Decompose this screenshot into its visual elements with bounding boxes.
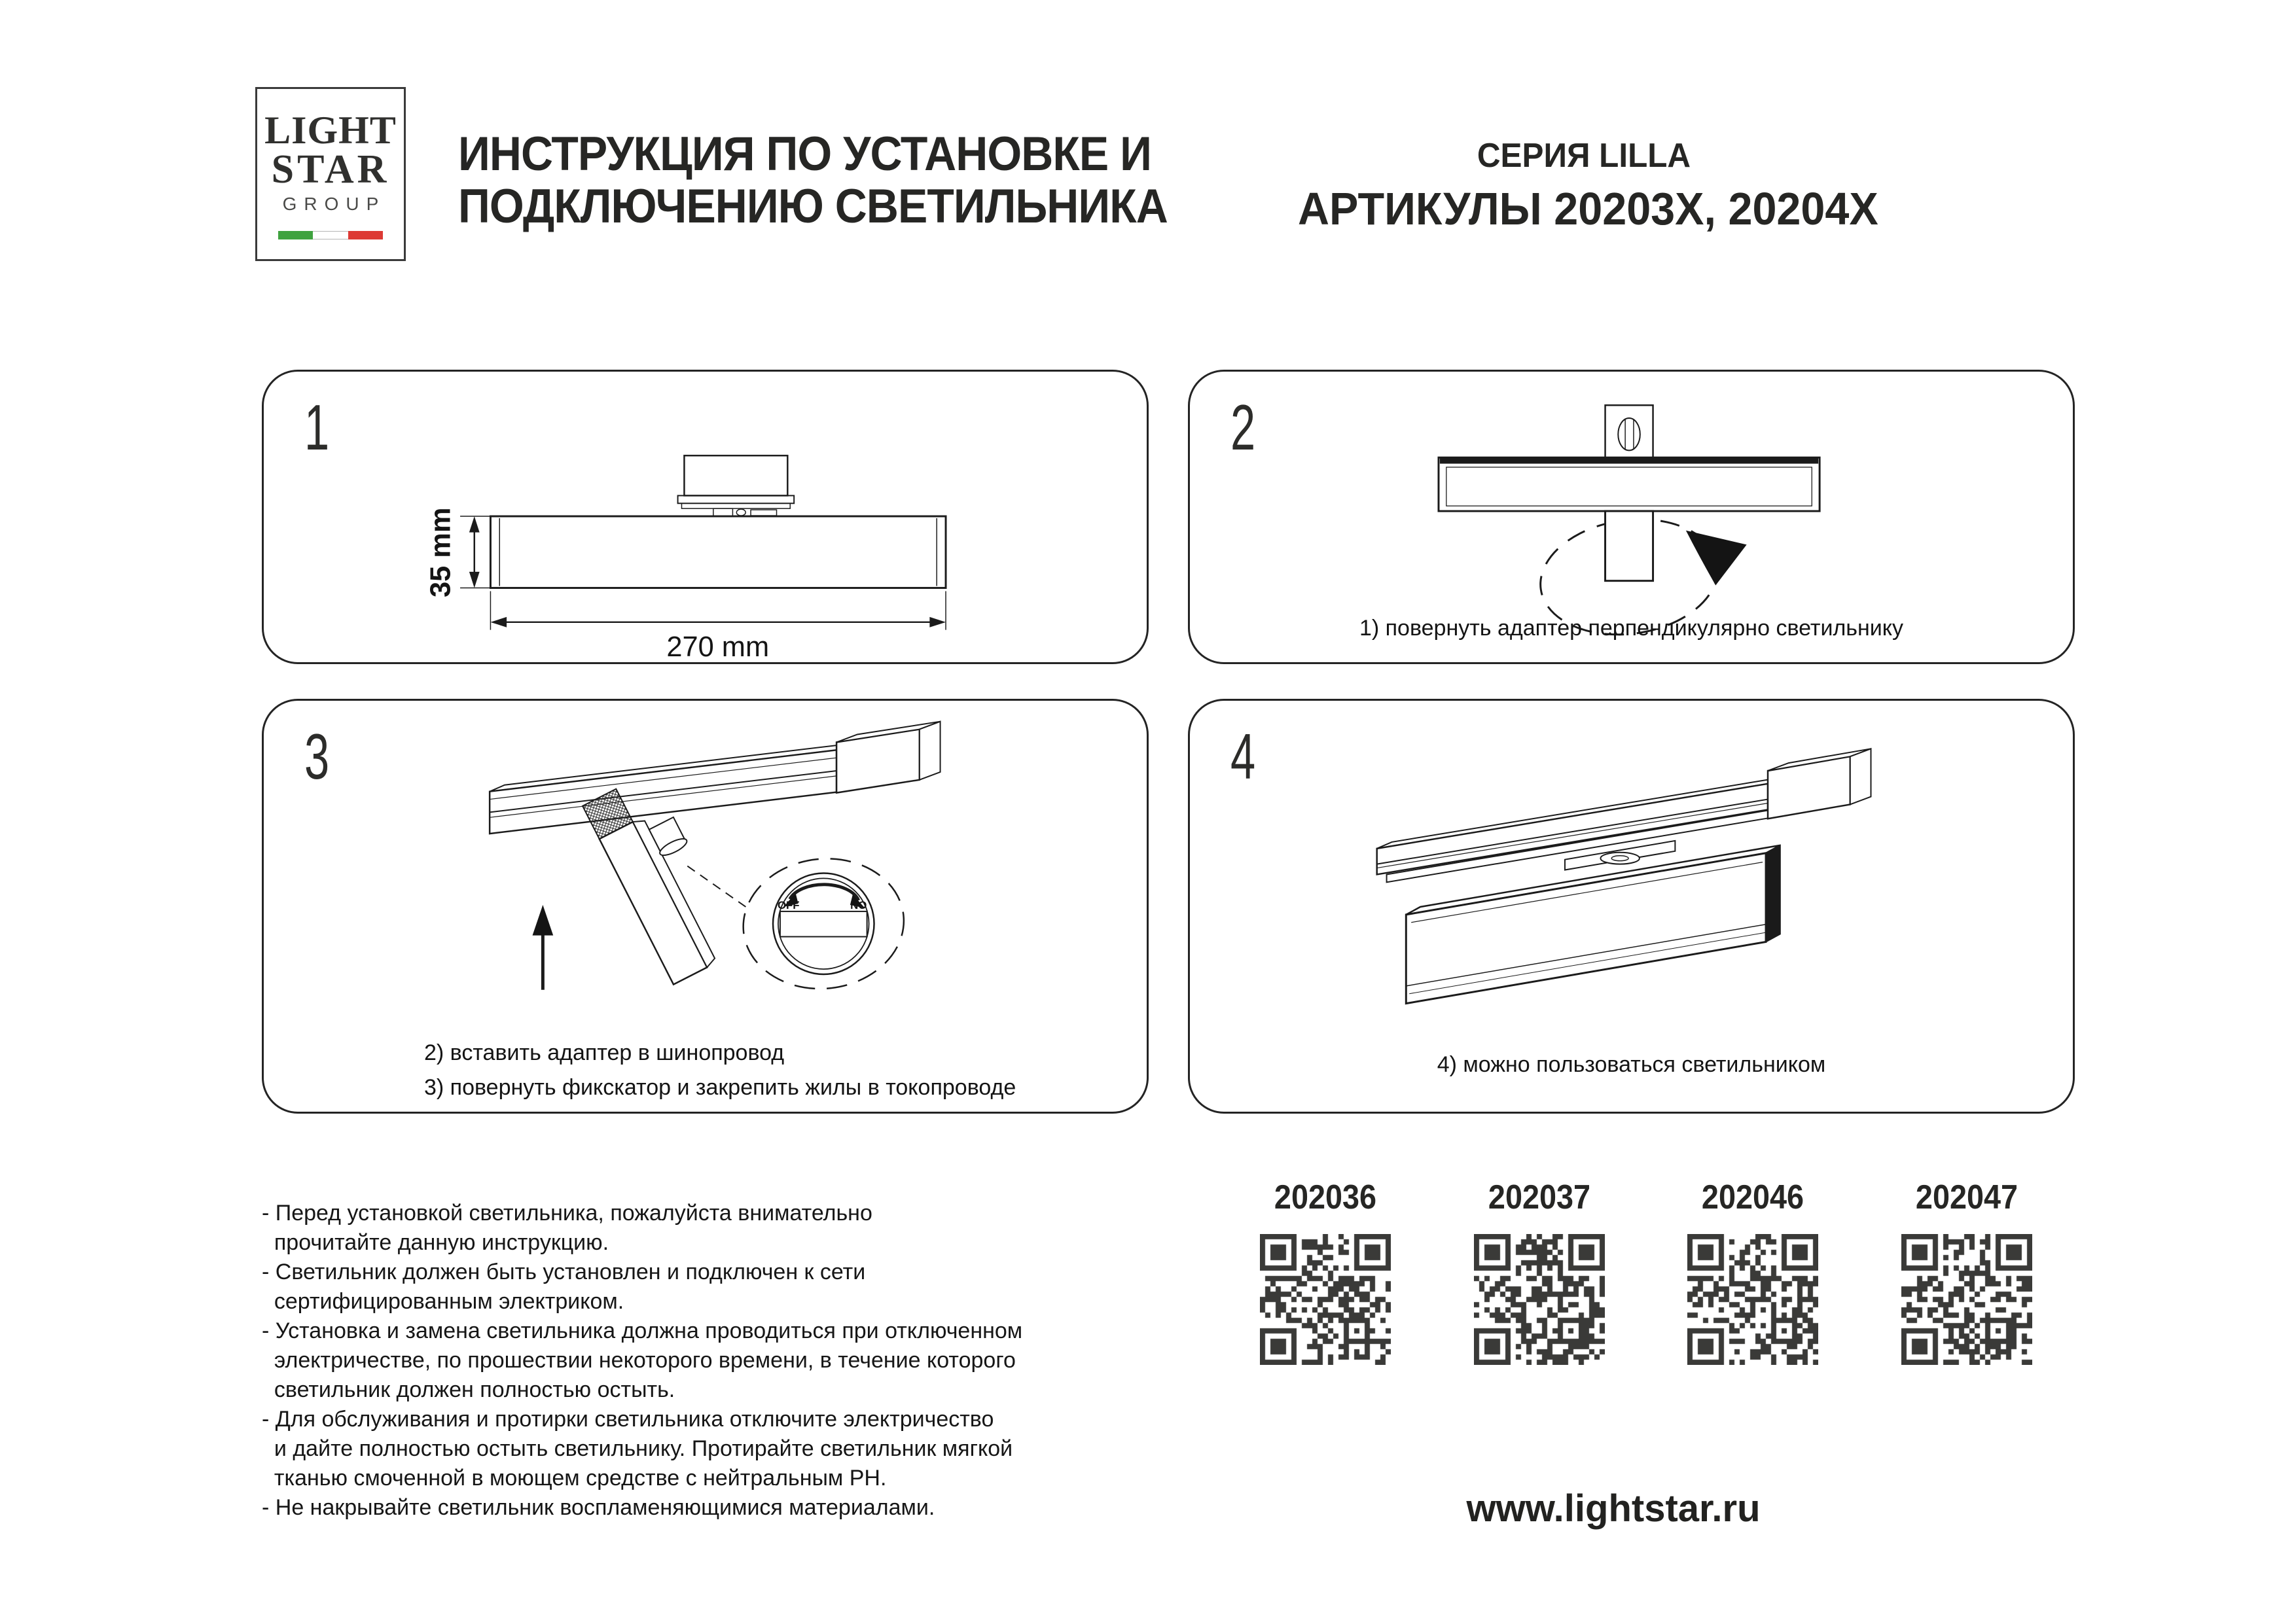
page-title-line2: ПОДКЛЮЧЕНИЮ СВЕТИЛЬНИКА — [458, 180, 1168, 233]
safety-instruction-line: тканью смоченной в моющем средстве с нейтральным PH. — [262, 1466, 887, 1491]
flag-red-stripe — [348, 231, 383, 239]
logo-word-group: GROUP — [282, 194, 386, 214]
step-3-caption-line2: 3) повернуть фикскатор и закрепить жилы в токопроводе — [424, 1075, 1016, 1100]
safety-instruction-line: - Не накрывайте светильник воспламеняющимися материалами. — [262, 1495, 935, 1520]
qr-item — [1898, 1178, 2036, 1365]
step-panel-4 — [1188, 699, 2075, 1114]
insert-arrow-icon — [533, 905, 554, 990]
qr-codes — [1257, 1178, 2036, 1365]
qr-article-label: 202047 — [1915, 1178, 2018, 1216]
qr-code-image — [1687, 1234, 1818, 1365]
logo-word-star: STAR — [271, 147, 390, 192]
fixator-dial-magnifier — [737, 851, 910, 997]
series-info — [1283, 137, 1885, 233]
lamp-body-drawing — [490, 516, 946, 588]
step-number-3: 3 — [304, 720, 330, 792]
track-rail-drawing — [490, 722, 940, 834]
page-title — [458, 128, 1168, 233]
fixture-dimensions-drawing — [264, 372, 1147, 662]
logo-word-light: LIGHT — [264, 109, 397, 152]
step-panel-2 — [1188, 370, 2075, 664]
dial-on-label: NO — [850, 898, 867, 911]
step-panel-3 — [262, 699, 1149, 1114]
safety-instruction-line: прочитайте данную инструкцию. — [262, 1230, 609, 1255]
safety-instruction-line: - Перед установкой светильника, пожалуйста внимательно — [262, 1201, 872, 1226]
safety-instruction-line: светильник должен полностью остыть. — [262, 1377, 675, 1402]
width-dimension-arrow — [490, 591, 946, 629]
qr-code-image — [1474, 1234, 1605, 1365]
lightstar-logo — [255, 87, 406, 261]
safety-instruction-line: - Установка и замена светильника должна проводиться при отключенном — [262, 1318, 1023, 1343]
qr-article-label: 202046 — [1702, 1178, 1804, 1216]
assembled-fixture-drawing — [1190, 701, 2073, 1112]
qr-article-label: 202036 — [1274, 1178, 1377, 1216]
callout-line — [687, 866, 745, 907]
article-numbers: АРТИКУЛЫ 20203X, 20204X — [1298, 183, 1878, 234]
qr-code-image — [1901, 1234, 2032, 1365]
height-dimension-label: 35 mm — [425, 507, 457, 598]
safety-instruction-line: сертифицированным электриком. — [262, 1289, 624, 1314]
safety-instruction-line: - Светильник должен быть установлен и подключен к сети — [262, 1260, 866, 1284]
italian-flag-icon — [278, 231, 383, 239]
step-2-caption: 1) повернуть адаптер перпендикулярно светильнику — [1359, 616, 1904, 641]
safety-instructions — [262, 1199, 1022, 1523]
adapter-tongue-top — [1605, 405, 1653, 457]
lamp-bar-top-view — [1439, 457, 1820, 511]
rotation-arrow-icon — [1686, 531, 1747, 586]
qr-item — [1471, 1178, 1608, 1365]
flag-white-stripe — [313, 231, 348, 239]
qr-code-image — [1260, 1234, 1391, 1365]
dial-off-label: OFF — [777, 898, 800, 911]
safety-instruction-line: - Для обслуживания и протирки светильника отключите электричество — [262, 1407, 994, 1432]
step-3-captions — [424, 1036, 1016, 1105]
track-adapter-drawing — [678, 455, 795, 516]
flag-green-stripe — [278, 231, 313, 239]
page-title-line1: ИНСТРУКЦИЯ ПО УСТАНОВКЕ И — [458, 128, 1151, 181]
width-dimension-label: 270 mm — [666, 631, 770, 662]
website-link: www.lightstar.ru — [1466, 1487, 1761, 1530]
qr-article-label: 202037 — [1488, 1178, 1590, 1216]
safety-instruction-line: электричестве, по прошествии некоторого времени, в течение которого — [262, 1348, 1016, 1373]
step-number-2: 2 — [1230, 391, 1256, 463]
step-number-4: 4 — [1230, 720, 1256, 792]
step-4-caption: 4) можно пользоваться светильником — [1437, 1052, 1826, 1077]
qr-item — [1684, 1178, 1821, 1365]
series-name: СЕРИЯ LILLA — [1477, 137, 1691, 175]
safety-instruction-line: и дайте полностью остыть светильнику. Протирайте светильник мягкой — [262, 1436, 1013, 1461]
step-3-caption-line1: 2) вставить адаптер в шинопровод — [424, 1040, 785, 1065]
adapter-tongue-bottom — [1605, 511, 1653, 581]
qr-item — [1257, 1178, 1394, 1365]
step-panel-1 — [262, 370, 1149, 664]
height-dimension-arrow — [460, 516, 490, 588]
step-number-1: 1 — [304, 391, 330, 463]
